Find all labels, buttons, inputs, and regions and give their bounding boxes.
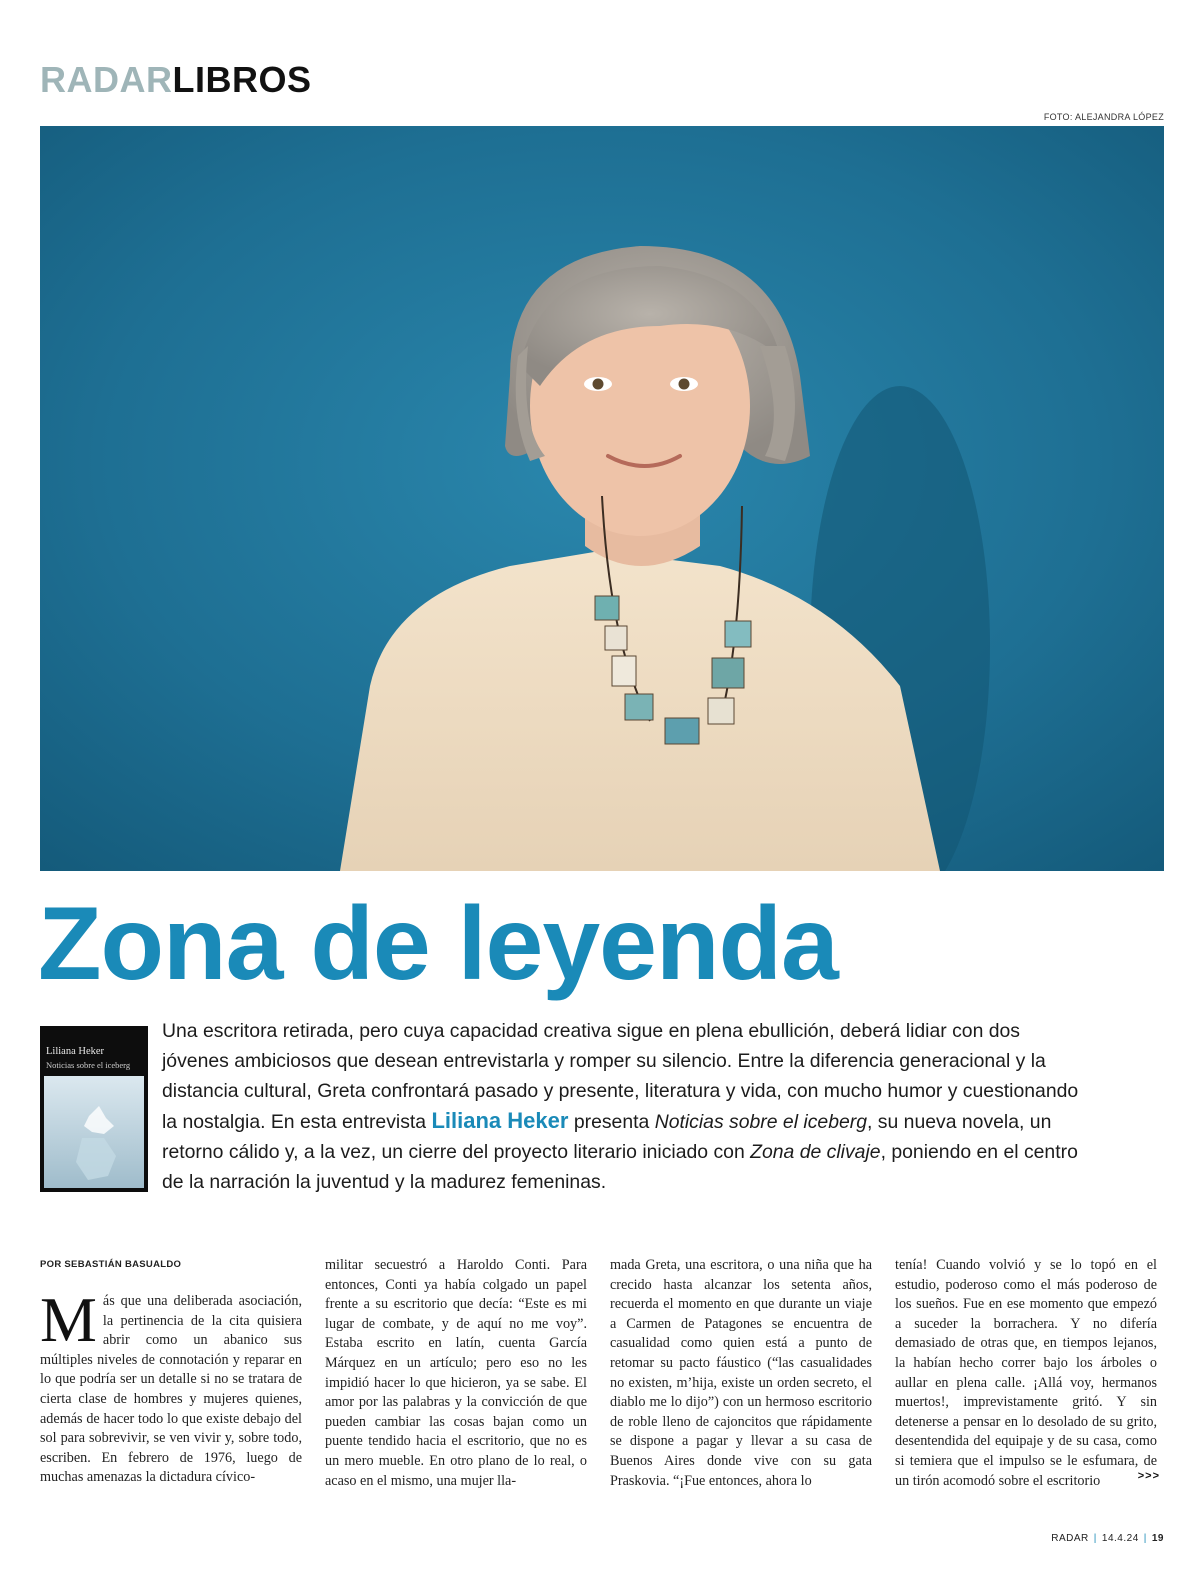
lead-author-name: Liliana Heker <box>431 1108 569 1133</box>
section-label-radar: RADAR <box>40 59 173 100</box>
footer-separator: | <box>1143 1533 1147 1544</box>
portrait-photo <box>40 126 1164 871</box>
article-lead <box>162 1016 1082 1197</box>
continued-marker: >>> <box>1137 1470 1160 1482</box>
page-footer <box>1051 1533 1164 1544</box>
footer-publication: RADAR <box>1051 1533 1089 1544</box>
iceberg-illustration <box>44 1076 144 1188</box>
article-title: Zona de leyenda <box>38 886 838 1002</box>
footer-separator: | <box>1093 1533 1097 1544</box>
body-column-3: mada Greta, una escritora, o una niña que ha crecido hasta alcanzar los setenta años, recuerda el momento en que durante un viaje a Carmen de Patagones se encuentra de casualidad como quien está a punto de retomar su pacto fáustico (“las casualidades no existen, m’hija, existe un orden secreto, el diablo me lo dijo”) con un hermoso escritorio de roble lleno de cajoncitos que rápidamente se dispone a pagar y llevar a su casa de Buenos Aires donde vive con su gata Praskovia. “¡Fue entonces, ahora lo <box>610 1257 872 1489</box>
body-column-2: militar secuestró a Haroldo Conti. Para entonces, Conti ya había colgado un papel frente a su escritorio que decía: “Este es mi lugar de combate, y de aquí no me voy”. Estaba escrito en latín, cuenta García Márquez en un artículo; pero eso no les impidió hacer lo que hicieron, ya se sabe. El amor por las palabras y la convicción de que pueden cambiar las cosas bajan como un puente tendido hacia el escritorio, que no es un mero mueble. En otro plano de lo real, o acaso en el mismo, una mujer lla- <box>325 1257 587 1489</box>
lead-text-4: , poniendo en el centro de la narración la juventud y la madurez femeninas. <box>162 1141 1078 1193</box>
byline: POR SEBASTIÁN BASUALDO <box>40 1259 182 1270</box>
drop-cap: M <box>40 1284 97 1355</box>
section-header <box>40 58 312 102</box>
photo-credit: FOTO: ALEJANDRA LÓPEZ <box>1043 112 1164 122</box>
lead-text-3: , su nueva novela, un retorno cálido y, a la vez, un cierre del proyecto literario iniciado con <box>162 1111 1052 1163</box>
page-number: 19 <box>1151 1533 1164 1544</box>
lead-text-2: presenta <box>568 1111 655 1133</box>
book-cover-title: Noticias sobre el iceberg <box>46 1060 131 1070</box>
lead-previous-book: Zona de clivaje <box>750 1141 881 1163</box>
body-column-1 <box>40 1284 302 1488</box>
body-column-1-text: ás que una deliberada asociación, la pertinencia de la cita quisiera abrir como un abanico sus múltiples niveles de connotación y reparar en lo que podría ser un detalle si no se tratara de cierta clase de hombres y mujeres quienes, además de hacer todo lo que existe debajo del sol para sobrevivir, se ven vivir y, sobre todo, escriben. En febrero de 1976, luego de muchas amenazas la dictadura cívico- <box>40 1293 302 1486</box>
book-cover <box>40 1026 148 1192</box>
lead-text-1: Una escritora retirada, pero cuya capacidad creativa sigue en plena ebullición, deberá lidiar con dos jóvenes ambiciosos que desean entrevistarla y romper su silencio. Entre la diferencia generacional y la distancia cultural, Greta confrontará pasado y presente, literatura y vida, con mucho humor y cuestionando la nostalgia. En esta entrevista <box>162 1020 1079 1133</box>
section-label-libros: LIBROS <box>172 59 312 100</box>
lead-book-title: Noticias sobre el iceberg <box>654 1111 868 1133</box>
body-column-4: tenía! Cuando volvió y se lo topó en el estudio, poderoso como el más poderoso de los sueños. Fue en ese momento que empezó a suceder la borrachera. Y no difería demasiado de otras que, en tiempos lejanos, la habían hecho correr bajo los árboles o aullar en plena calle. ¡Allá voy, hermanos muertos!, imprevistamente gritó. Y sin detenerse a pensar en lo desolado de su grito, desentendida del equipaje y de su casa, como si temiera que el impulso se le esfumara, de un tirón acomodó sobre el escritorio <box>895 1257 1157 1489</box>
footer-date: 14.4.24 <box>1101 1533 1139 1544</box>
book-cover-author: Liliana Heker <box>46 1046 105 1057</box>
